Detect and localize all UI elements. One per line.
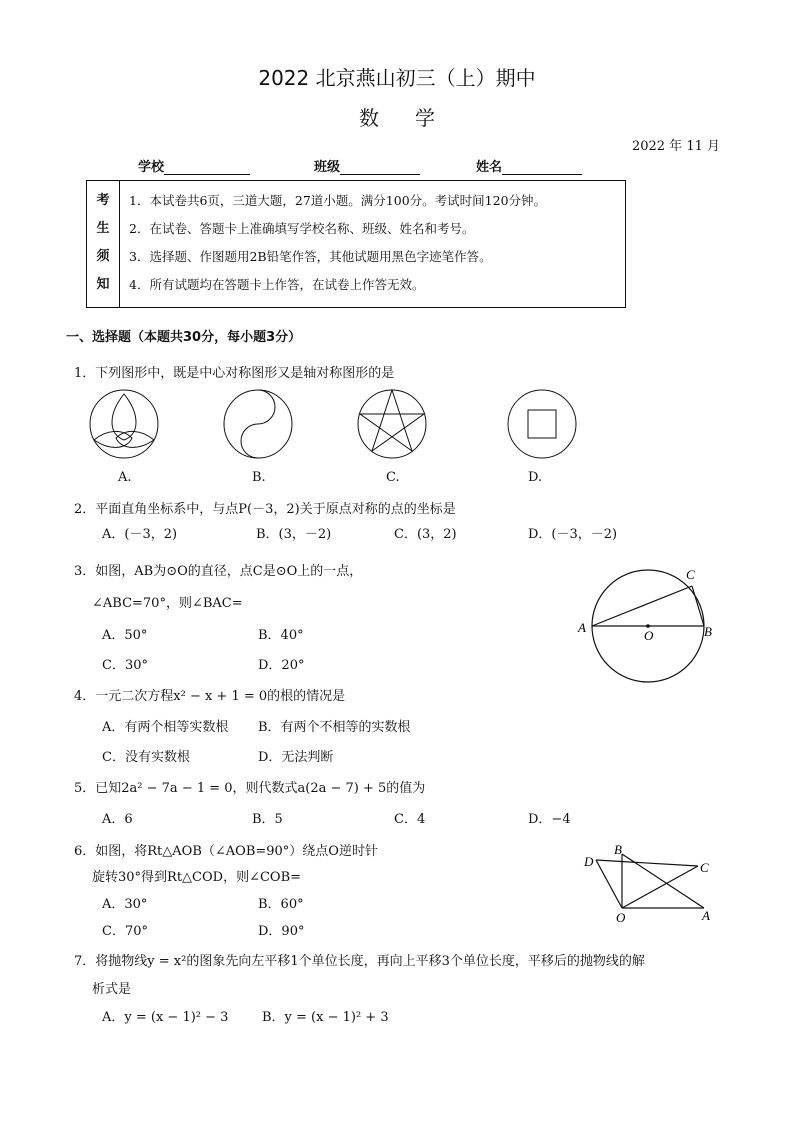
- q2-stem: 2．平面直角坐标系中，与点P(－3，2)关于原点对称的点的坐标是: [74, 502, 456, 517]
- notice-label-char: 知: [96, 277, 110, 292]
- q1-option-a[interactable]: A.: [118, 470, 132, 485]
- q4-option-d[interactable]: D．无法判断: [258, 750, 334, 765]
- q5-option-a[interactable]: A．6: [102, 812, 133, 827]
- q4-option-a[interactable]: A．有两个相等实数根: [102, 720, 229, 735]
- q4-option-c[interactable]: C．没有实数根: [102, 750, 190, 765]
- q3-label-o: O: [644, 628, 654, 643]
- q6-option-b[interactable]: B．60°: [258, 897, 304, 912]
- q6-option-c[interactable]: C．70°: [102, 924, 148, 939]
- notice-label-char: 考: [96, 193, 110, 208]
- q7-option-a[interactable]: A．y = (x − 1)² − 3: [102, 1010, 229, 1025]
- section-heading: 一、选择题（本题共30分，每小题3分）: [66, 330, 302, 345]
- q3-option-a[interactable]: A．50°: [102, 628, 148, 643]
- q5-option-d[interactable]: D．−4: [528, 812, 571, 827]
- q2-option-b[interactable]: B．(3，－2): [256, 527, 332, 542]
- q3-circle-figure: [576, 564, 716, 684]
- notice-item: 1．本试卷共6页，三道大题，27道小题。满分100分。考试时间120分钟。: [129, 193, 547, 208]
- q6-label-a: A: [702, 908, 710, 923]
- q1-figure-c: [356, 388, 428, 460]
- school-label: 学校: [138, 160, 165, 175]
- q7-option-b[interactable]: B．y = (x − 1)² + 3: [262, 1010, 389, 1025]
- name-label: 姓名: [476, 160, 503, 175]
- name-field[interactable]: [476, 156, 582, 175]
- exam-notice-box: [86, 180, 626, 308]
- notice-item: 2．在试卷、答题卡上准确填写学校名称、班级、姓名和考号。: [129, 221, 475, 236]
- q4-option-b[interactable]: B．有两个不相等的实数根: [258, 720, 411, 735]
- q3-option-b[interactable]: B．40°: [258, 628, 304, 643]
- notice-item: 3．选择题、作图题用2B铅笔作答，其他试题用黑色字迹笔作答。: [129, 249, 492, 264]
- subject-title: 数学: [359, 106, 471, 130]
- q6-label-c: C: [700, 860, 709, 875]
- q6-label-b: B: [614, 842, 622, 857]
- q6-label-d: D: [584, 854, 594, 869]
- notice-label: [87, 181, 120, 307]
- q1-option-c[interactable]: C.: [386, 470, 400, 485]
- page-title: 2022 北京燕山初三（上）期中: [258, 66, 536, 90]
- q6-option-d[interactable]: D．90°: [258, 924, 305, 939]
- q5-stem: 5．已知2a² − 7a − 1 = 0，则代数式a(2a − 7) + 5的值为: [74, 781, 426, 796]
- q6-stem-2: 旋转30°得到Rt△COD，则∠COB=: [92, 870, 302, 885]
- q1-figure-a: [88, 388, 160, 460]
- q1-option-b[interactable]: B.: [252, 470, 266, 485]
- q3-label-a: A: [578, 620, 586, 635]
- notice-label-char: 须: [96, 249, 110, 264]
- q3-option-d[interactable]: D．20°: [258, 658, 305, 673]
- class-field[interactable]: [314, 156, 420, 175]
- q2-option-a[interactable]: A．(－3，2): [102, 527, 178, 542]
- q3-option-c[interactable]: C．30°: [102, 658, 148, 673]
- q3-label-b: B: [704, 624, 712, 639]
- q3-label-c: C: [686, 567, 695, 582]
- q5-option-c[interactable]: C．4: [394, 812, 426, 827]
- q2-option-d[interactable]: D．(－3，－2): [528, 527, 618, 542]
- q1-option-d[interactable]: D.: [528, 470, 543, 485]
- q1-stem: 1．下列图形中，既是中心对称图形又是轴对称图形的是: [74, 366, 395, 381]
- q2-option-c[interactable]: C．(3，2): [394, 527, 457, 542]
- q7-stem-2: 析式是: [92, 982, 132, 997]
- notice-item: 4．所有试题均在答题卡上作答，在试卷上作答无效。: [129, 277, 425, 292]
- class-label: 班级: [314, 160, 341, 175]
- q1-figure-d: [506, 388, 578, 460]
- q5-option-b[interactable]: B．5: [252, 812, 283, 827]
- q4-stem: 4．一元二次方程x² − x + 1 = 0的根的情况是: [74, 689, 346, 704]
- q1-figure-b: [222, 388, 294, 460]
- q3-stem: 3．如图，AB为⊙O的直径，点C是⊙O上的一点，: [74, 564, 363, 579]
- q3-stem-2: ∠ABC=70°，则∠BAC=: [92, 596, 243, 611]
- q7-stem: 7．将抛物线y = x²的图象先向左平移1个单位长度，再向上平移3个单位长度，平移后的抛物线的解: [74, 954, 645, 969]
- q6-option-a[interactable]: A．30°: [102, 897, 148, 912]
- q6-label-o: O: [616, 910, 626, 925]
- q6-stem: 6．如图，将Rt△AOB（∠AOB=90°）绕点O逆时针: [74, 844, 378, 859]
- school-field[interactable]: [138, 156, 250, 175]
- notice-label-char: 生: [96, 221, 110, 236]
- exam-date: 2022 年 11 月: [631, 139, 720, 154]
- q6-rotation-figure: [580, 842, 720, 926]
- notice-items: [129, 187, 546, 299]
